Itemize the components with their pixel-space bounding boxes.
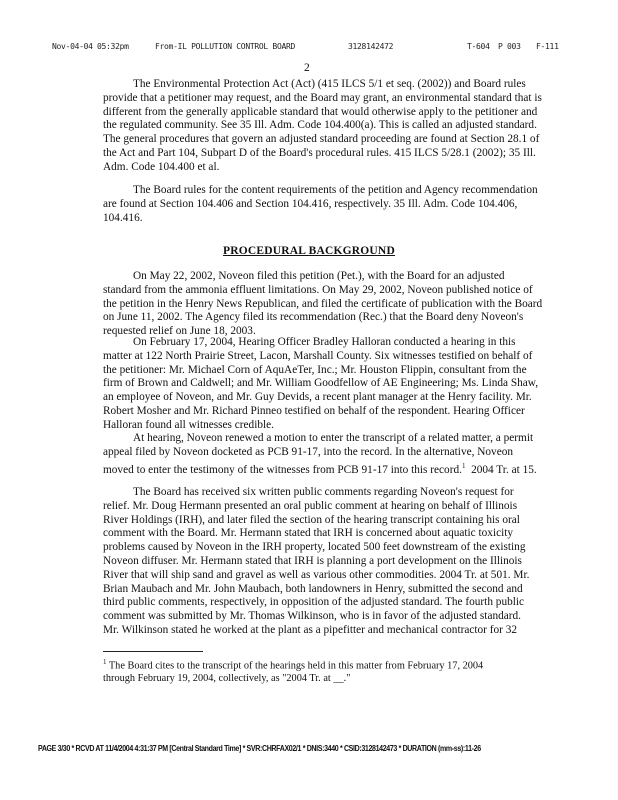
- line: Halloran found all witnesses credible.: [103, 418, 274, 431]
- paragraph-public-comments: [103, 486, 530, 638]
- line: The Environmental Protection Act (Act) (415 ILCS 5/1 et seq. (2002)) and Board rules: [133, 78, 526, 90]
- fax-from: From-IL POLLUTION CONTROL BOARD: [155, 42, 296, 51]
- line: On May 22, 2002, Noveon filed this petition (Pet.), with the Board for an adjusted: [133, 270, 505, 282]
- line: At hearing, Noveon renewed a motion to enter the transcript of a related matter, a permit: [133, 432, 534, 444]
- line: appeal filed by Noveon docketed as PCB 91-17, into the record. In the alternative, Noveon: [103, 445, 514, 458]
- line-text: moved to enter the testimony of the witnesses from PCB 91-17 into this record.: [103, 463, 462, 476]
- footnote: [103, 656, 483, 685]
- line: Adm. Code 104.400 et al.: [103, 160, 220, 173]
- line: The Board has received six written public comments regarding Noveon's request for: [133, 486, 514, 498]
- paragraph-intro: [103, 78, 542, 175]
- line: comment with the Board. Mr. Hermann stated that IRH is concerned about aquatic toxicity: [103, 527, 514, 540]
- line: [103, 656, 483, 672]
- line: the regulated community. See 35 Ill. Adm. Code 104.400(a). This is called an adjusted standard.: [103, 119, 537, 132]
- footnote-divider: [103, 651, 203, 652]
- line: problems caused by Noveon in the IRH property, located 500 feet downstream of the existing: [103, 541, 526, 554]
- line: Brian Maubach and Mr. John Maubach, both landowners in Henry, submitted the second and: [103, 582, 523, 595]
- line: are found at Section 104.406 and Section 104.416, respectively. 35 Ill. Adm. Code 104.406,: [103, 197, 518, 210]
- line: third public comments, respectively, in opposition of the adjusted standard. The fourth public: [103, 596, 525, 609]
- fax-page: P 003: [498, 42, 521, 51]
- line: provide that a petitioner may request, and the Board may grant, an environmental standard that is: [103, 91, 542, 104]
- fax-time: 05:32pm: [97, 42, 129, 51]
- footnote-number: 1: [103, 658, 107, 666]
- line: The Board rules for the content requirements of the petition and Agency recommendation: [133, 184, 538, 196]
- line: standard from the ammonia effluent limitations. On May 29, 2002, Noveon published notice of: [103, 283, 533, 296]
- line-text: The Board cites to the transcript of the hearings held in this matter from February 17, 2004: [108, 660, 484, 672]
- line: the Act and Part 104, Subpart D of the Board's procedural rules. 415 ILCS 5/28.1 (2002); 35 Ill.: [103, 146, 536, 159]
- line: Robert Mosher and Mr. Richard Pinneo testified on behalf of the respondent. Hearing Officer: [103, 404, 525, 417]
- line: through February 19, 2004, collectively, as "2004 Tr. at __.": [103, 673, 351, 685]
- line: River Holdings (IRH), and later filed the section of the hearing transcript containing his oral: [103, 513, 520, 526]
- line: an employee of Noveon, and Mr. Guy Devids, a recent plant manager at the Henry facility. Mr.: [103, 391, 532, 404]
- line: The general procedures that govern an adjusted standard proceeding are found at Section 28.1 of: [103, 133, 540, 146]
- line: Mr. Wilkinson stated he worked at the plant as a pipefitter and mechanical contractor for 32: [103, 623, 518, 636]
- fax-f-code: F-111: [536, 42, 559, 51]
- line: relief. Mr. Doug Hermann presented an oral public comment at hearing on behalf of Illinois: [103, 499, 518, 512]
- line: the petition in the Henry News Republican, and filed the certificate of publication with the Board: [103, 297, 543, 310]
- line: the petitioner: Mr. Michael Corn of AquAeTer, Inc.; Mr. Houston Flippin, consultant from the: [103, 363, 527, 376]
- fax-date: Nov-04-04: [52, 42, 93, 51]
- line: matter at 122 North Prairie Street, Lacon, Marshall County. Six witnesses testified on behalf of: [103, 349, 533, 362]
- line: different from the generally applicable standard that would otherwise apply to the petitioner and: [103, 105, 538, 118]
- line: River that will ship sand and gravel as well as various other commodities. 2004 Tr. at 501. Mr.: [103, 568, 530, 581]
- fax-phone: 3128142472: [348, 42, 394, 51]
- fax-t-code: T-604: [467, 42, 490, 51]
- line: Noveon diffuser. Mr. Hermann stated that IRH is planning a port development on the Illinois: [103, 554, 522, 567]
- section-heading: PROCEDURAL BACKGROUND: [223, 245, 395, 257]
- line: 104.416.: [103, 211, 143, 224]
- page-number: 2: [304, 62, 310, 74]
- paragraph-rules: [103, 184, 538, 225]
- line-text: 2004 Tr. at 15.: [471, 463, 537, 476]
- paragraph-filing: [103, 270, 543, 339]
- line: [103, 460, 537, 478]
- line: firm of Brown and Caldwell; and Mr. William Goodfellow of AE Engineering; Ms. Linda Shaw,: [103, 377, 539, 390]
- line: requested relief on June 18, 2003.: [103, 325, 256, 338]
- line: On February 17, 2004, Hearing Officer Bradley Halloran conducted a hearing in this: [133, 336, 516, 348]
- line: comment was submitted by Mr. Thomas Wilkinson, who is in favor of the adjusted standard.: [103, 610, 522, 623]
- footnote-ref: 1: [461, 461, 466, 470]
- line: on June 11, 2002. The Agency filed its recommendation (Rec.) that the Board deny Noveon's: [103, 311, 524, 324]
- paragraph-motion: [103, 432, 537, 477]
- paragraph-hearing: [103, 336, 539, 433]
- fax-footer: PAGE 3/30 * RCVD AT 11/4/2004 4:31:37 PM [Central Standard Time] * SVR:CHRFAX02/1 * DNIS:3440 * CSID:3128142473 * DURATION (mm-ss):11-26: [38, 744, 481, 753]
